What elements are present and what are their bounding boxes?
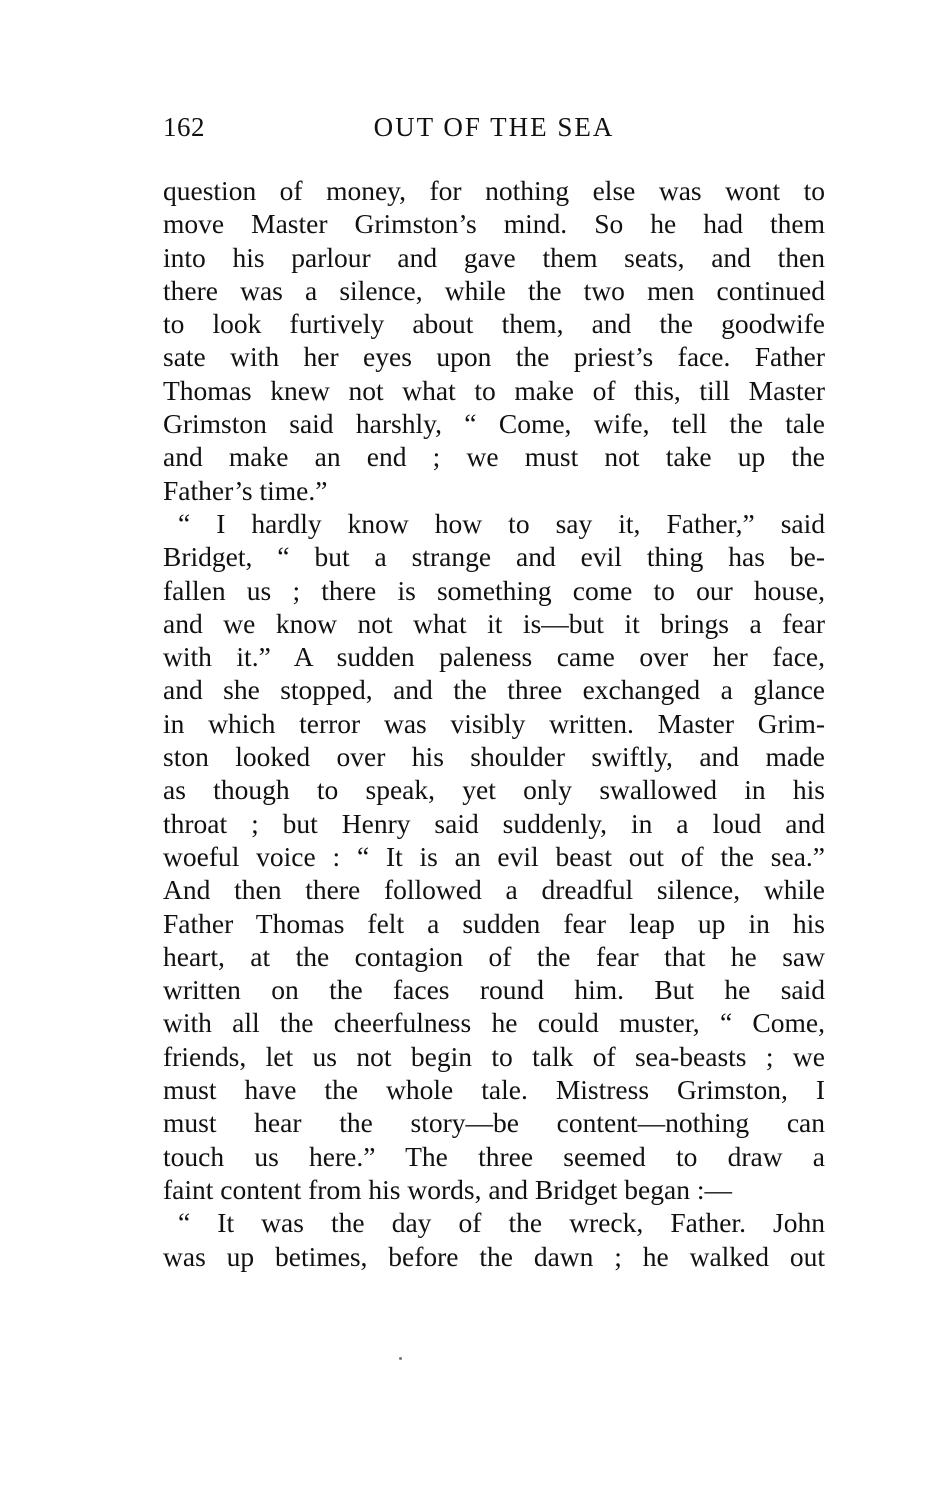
text-line: “ It was the day of the wreck, Father. John [178,1207,825,1239]
text-line: Bridget, “ but a strange and evil thing has be- [163,541,825,573]
page-header [163,112,825,156]
text-line: with all the cheerfulness he could muster, “ Come, [163,1007,825,1039]
text-line: must have the whole tale. Mistress Grimston, I [163,1074,825,1106]
text-line: “ I hardly know how to say it, Father,” said [178,507,825,539]
paper-speck [399,1357,402,1360]
text-line: Grimston said harshly, “ Come, wife, tell the tale [163,408,825,440]
text-line: and she stopped, and the three exchanged a glance [163,674,825,706]
text-line: heart, at the contagion of the fear that he saw [163,940,825,972]
text-line: there was a silence, while the two men continued [163,274,825,306]
text-line: was up betimes, before the dawn ; he walked out [163,1240,825,1272]
text-line: into his parlour and gave them seats, and then [163,241,825,273]
text-line: Father Thomas felt a sudden fear leap up in his [163,907,825,939]
text-line: must hear the story—be content—nothing can [163,1107,825,1139]
text-line: Thomas knew not what to make of this, till Master [163,374,825,406]
running-head: OUT OF THE SEA [373,112,615,142]
text-line: as though to speak, yet only swallowed in his [163,774,825,806]
text-line: and we know not what it is—but it brings a fear [163,607,825,639]
text-line: and make an end ; we must not take up the [163,441,825,473]
text-line: written on the faces round him. But he said [163,974,825,1006]
text-line: faint content from his words, and Bridget began :— [163,1173,732,1205]
text-line: throat ; but Henry said suddenly, in a loud and [163,807,825,839]
text-line: to look furtively about them, and the goodwife [163,308,825,340]
page-number: 162 [163,112,205,142]
text-line: fallen us ; there is something come to our house, [163,574,825,606]
text-line: ston looked over his shoulder swiftly, and made [163,741,825,773]
text-line: touch us here.” The three seemed to draw a [163,1140,825,1172]
text-line: move Master Grimston’s mind. So he had them [163,208,825,240]
text-line: Father’s time.” [163,474,328,506]
body-text [163,174,825,1273]
text-line: question of money, for nothing else was wont to [163,175,825,206]
text-line: friends, let us not begin to talk of sea-beasts ; we [163,1040,825,1072]
text-line: And then there followed a dreadful silence, while [163,874,825,906]
text-line: in which terror was visibly written. Master Grim- [163,707,825,739]
text-line: sate with her eyes upon the priest’s face. Father [163,341,825,373]
text-line: woeful voice : “ It is an evil beast out of the sea.” [163,840,825,872]
text-line: with it.” A sudden paleness came over her face, [163,641,825,673]
